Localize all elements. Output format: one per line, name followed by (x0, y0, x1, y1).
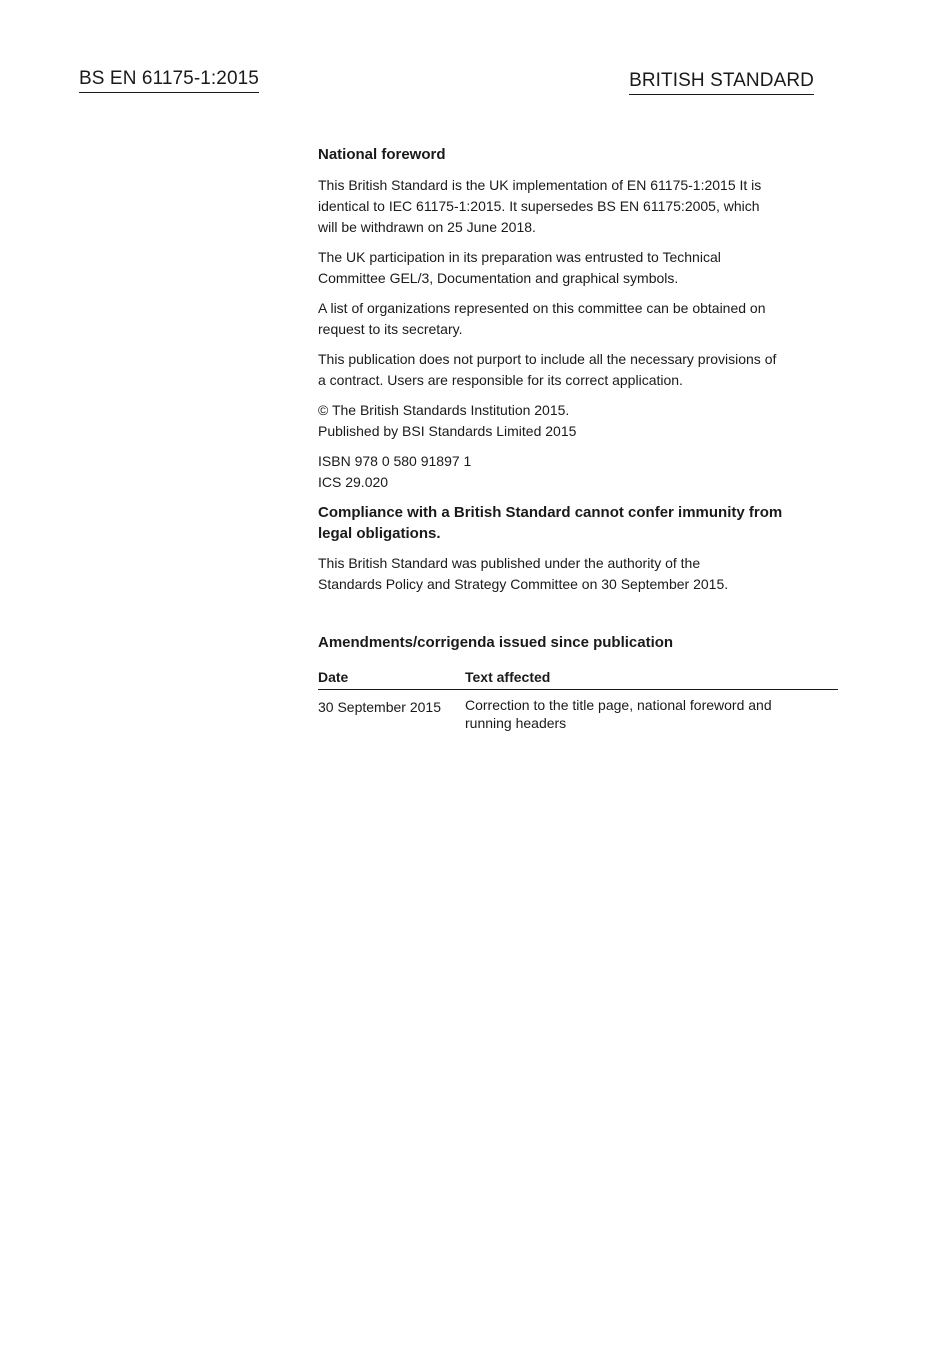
column-header-date: Date (318, 666, 465, 690)
text-line: Published by BSI Standards Limited 2015 (318, 423, 577, 439)
national-foreword-section (318, 145, 838, 732)
amendment-date: 30 September 2015 (318, 699, 441, 715)
text-line: © The British Standards Institution 2015. (318, 402, 570, 418)
text-line: identical to IEC 61175-1:2015. It supersedes BS EN 61175:2005, which (318, 198, 760, 214)
identifiers (318, 451, 838, 493)
text-line: Compliance with a British Standard cannot confer immunity from (318, 504, 783, 521)
text-line: This British Standard was published under the authority of the (318, 555, 701, 571)
compliance-statement (318, 502, 838, 544)
text-line: Committee GEL/3, Documentation and graphical symbols. (318, 270, 679, 286)
text-line: The UK participation in its preparation was entrusted to Technical (318, 249, 721, 265)
text-line: This publication does not purport to include all the necessary provisions of (318, 351, 777, 367)
table-row (318, 690, 838, 733)
foreword-paragraph-participation (318, 247, 838, 289)
text-line: a contract. Users are responsible for its correct application. (318, 372, 683, 388)
column-header-text-affected: Text affected (465, 666, 838, 690)
table-header-row (318, 666, 838, 690)
amendments-title: Amendments/corrigenda issued since publication (318, 634, 674, 651)
text-line: Standards Policy and Strategy Committee on 30 September 2015. (318, 576, 729, 592)
foreword-title: National foreword (318, 146, 446, 163)
foreword-paragraph-organizations (318, 298, 838, 340)
text-line: A list of organizations represented on this committee can be obtained on (318, 300, 766, 316)
authority-statement (318, 553, 838, 595)
ics: ICS 29.020 (318, 474, 389, 490)
amendment-text-affected (465, 690, 838, 733)
text-line: This British Standard is the UK implementation of EN 61175-1:2015 It is (318, 177, 762, 193)
copyright-notice (318, 400, 838, 442)
foreword-paragraph-provisions (318, 349, 838, 391)
text-line: Correction to the title page, national foreword and (465, 697, 772, 713)
foreword-paragraph-implementation (318, 175, 838, 238)
amendments-table (318, 666, 838, 732)
isbn: ISBN 978 0 580 91897 1 (318, 453, 472, 469)
document-type: BRITISH STANDARD (629, 69, 814, 95)
text-line: request to its secretary. (318, 321, 463, 337)
text-line: will be withdrawn on 25 June 2018. (318, 219, 536, 235)
text-line: running headers (465, 715, 567, 731)
text-line: legal obligations. (318, 525, 441, 542)
document-number: BS EN 61175-1:2015 (79, 67, 259, 93)
